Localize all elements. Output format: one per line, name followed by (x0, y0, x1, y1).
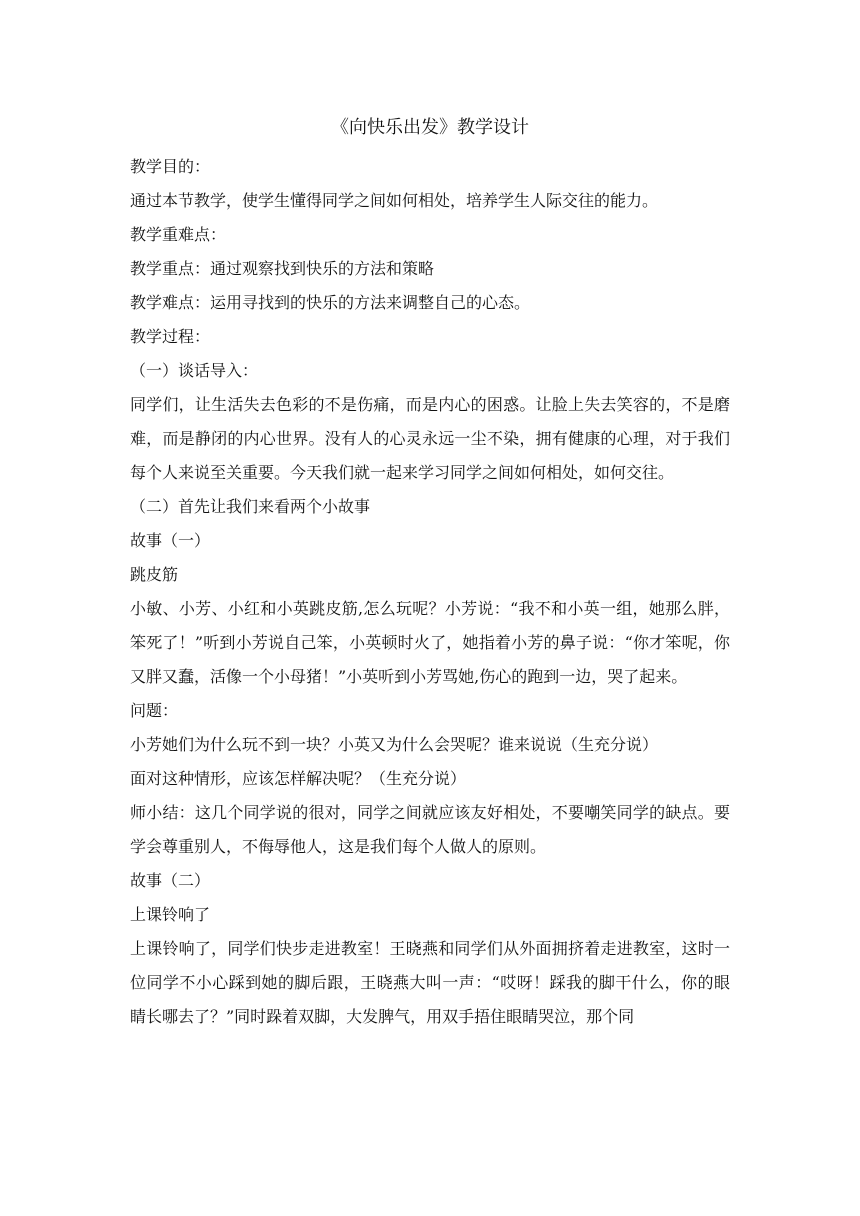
question-two: 面对这种情形，应该怎样解决呢？（生充分说） (130, 769, 467, 788)
step-one-heading: （一）谈话导入： (130, 361, 259, 380)
document-body (130, 150, 730, 1034)
difficult-point-text: 教学难点：运用寻找到的快乐的方法来调整自己的心态。 (130, 293, 531, 312)
section-heading-objective: 教学目的： (130, 157, 211, 176)
intro-paragraph: 同学们，让生活失去色彩的不是伤痛，而是内心的困惑。让脸上失去笑容的，不是磨难，而是静闭的内心世界。没有人的心灵永远一尘不染，拥有健康的心理，对于我们每个人来说至关重要。今天我们就一起来学习同学之间如何相处，如何交往。 (130, 395, 730, 482)
step-two-heading: （二）首先让我们来看两个小故事 (130, 497, 371, 516)
section-heading-key-points: 教学重难点： (130, 225, 227, 244)
story-one-title: 跳皮筋 (130, 565, 179, 584)
questions-heading: 问题： (130, 701, 179, 720)
story-two-text: 上课铃响了，同学们快步走进教室！王晓燕和同学们从外面拥挤着走进教室，这时一位同学不小心踩到她的脚后跟，王晓燕大叫一声：“哎呀！踩我的脚干什么，你的眼睛长哪去了？”同时跺着双脚，大发脾气，用双手捂住眼睛哭泣，那个同 (130, 939, 730, 1026)
objective-text: 通过本节教学，使学生懂得同学之间如何相处，培养学生人际交往的能力。 (130, 191, 659, 210)
teacher-summary: 师小结：这几个同学说的很对，同学之间就应该友好相处，不要嘲笑同学的缺点。要学会尊重别人，不侮辱他人，这是我们每个人做人的原则。 (130, 803, 730, 856)
story-two-title: 上课铃响了 (130, 905, 211, 924)
story-one-text: 小敏、小芳、小红和小英跳皮筋,怎么玩呢？小芳说：“我不和小英一组，她那么胖，笨死了！”听到小芳说自己笨，小英顿时火了，她指着小芳的鼻子说：“你才笨呢，你又胖又蠢，活像一个小母猪！”小英听到小芳骂她,伤心的跑到一边，哭了起来。 (130, 599, 730, 686)
question-one: 小芳她们为什么玩不到一块？小英又为什么会哭呢？谁来说说（生充分说） (130, 735, 659, 754)
key-point-text: 教学重点：通过观察找到快乐的方法和策略 (130, 259, 435, 278)
story-one-heading: 故事（一） (130, 531, 211, 550)
story-two-heading: 故事（二） (130, 871, 211, 890)
document-title: 《向快乐出发》教学设计 (331, 117, 529, 138)
section-heading-process: 教学过程： (130, 327, 211, 346)
